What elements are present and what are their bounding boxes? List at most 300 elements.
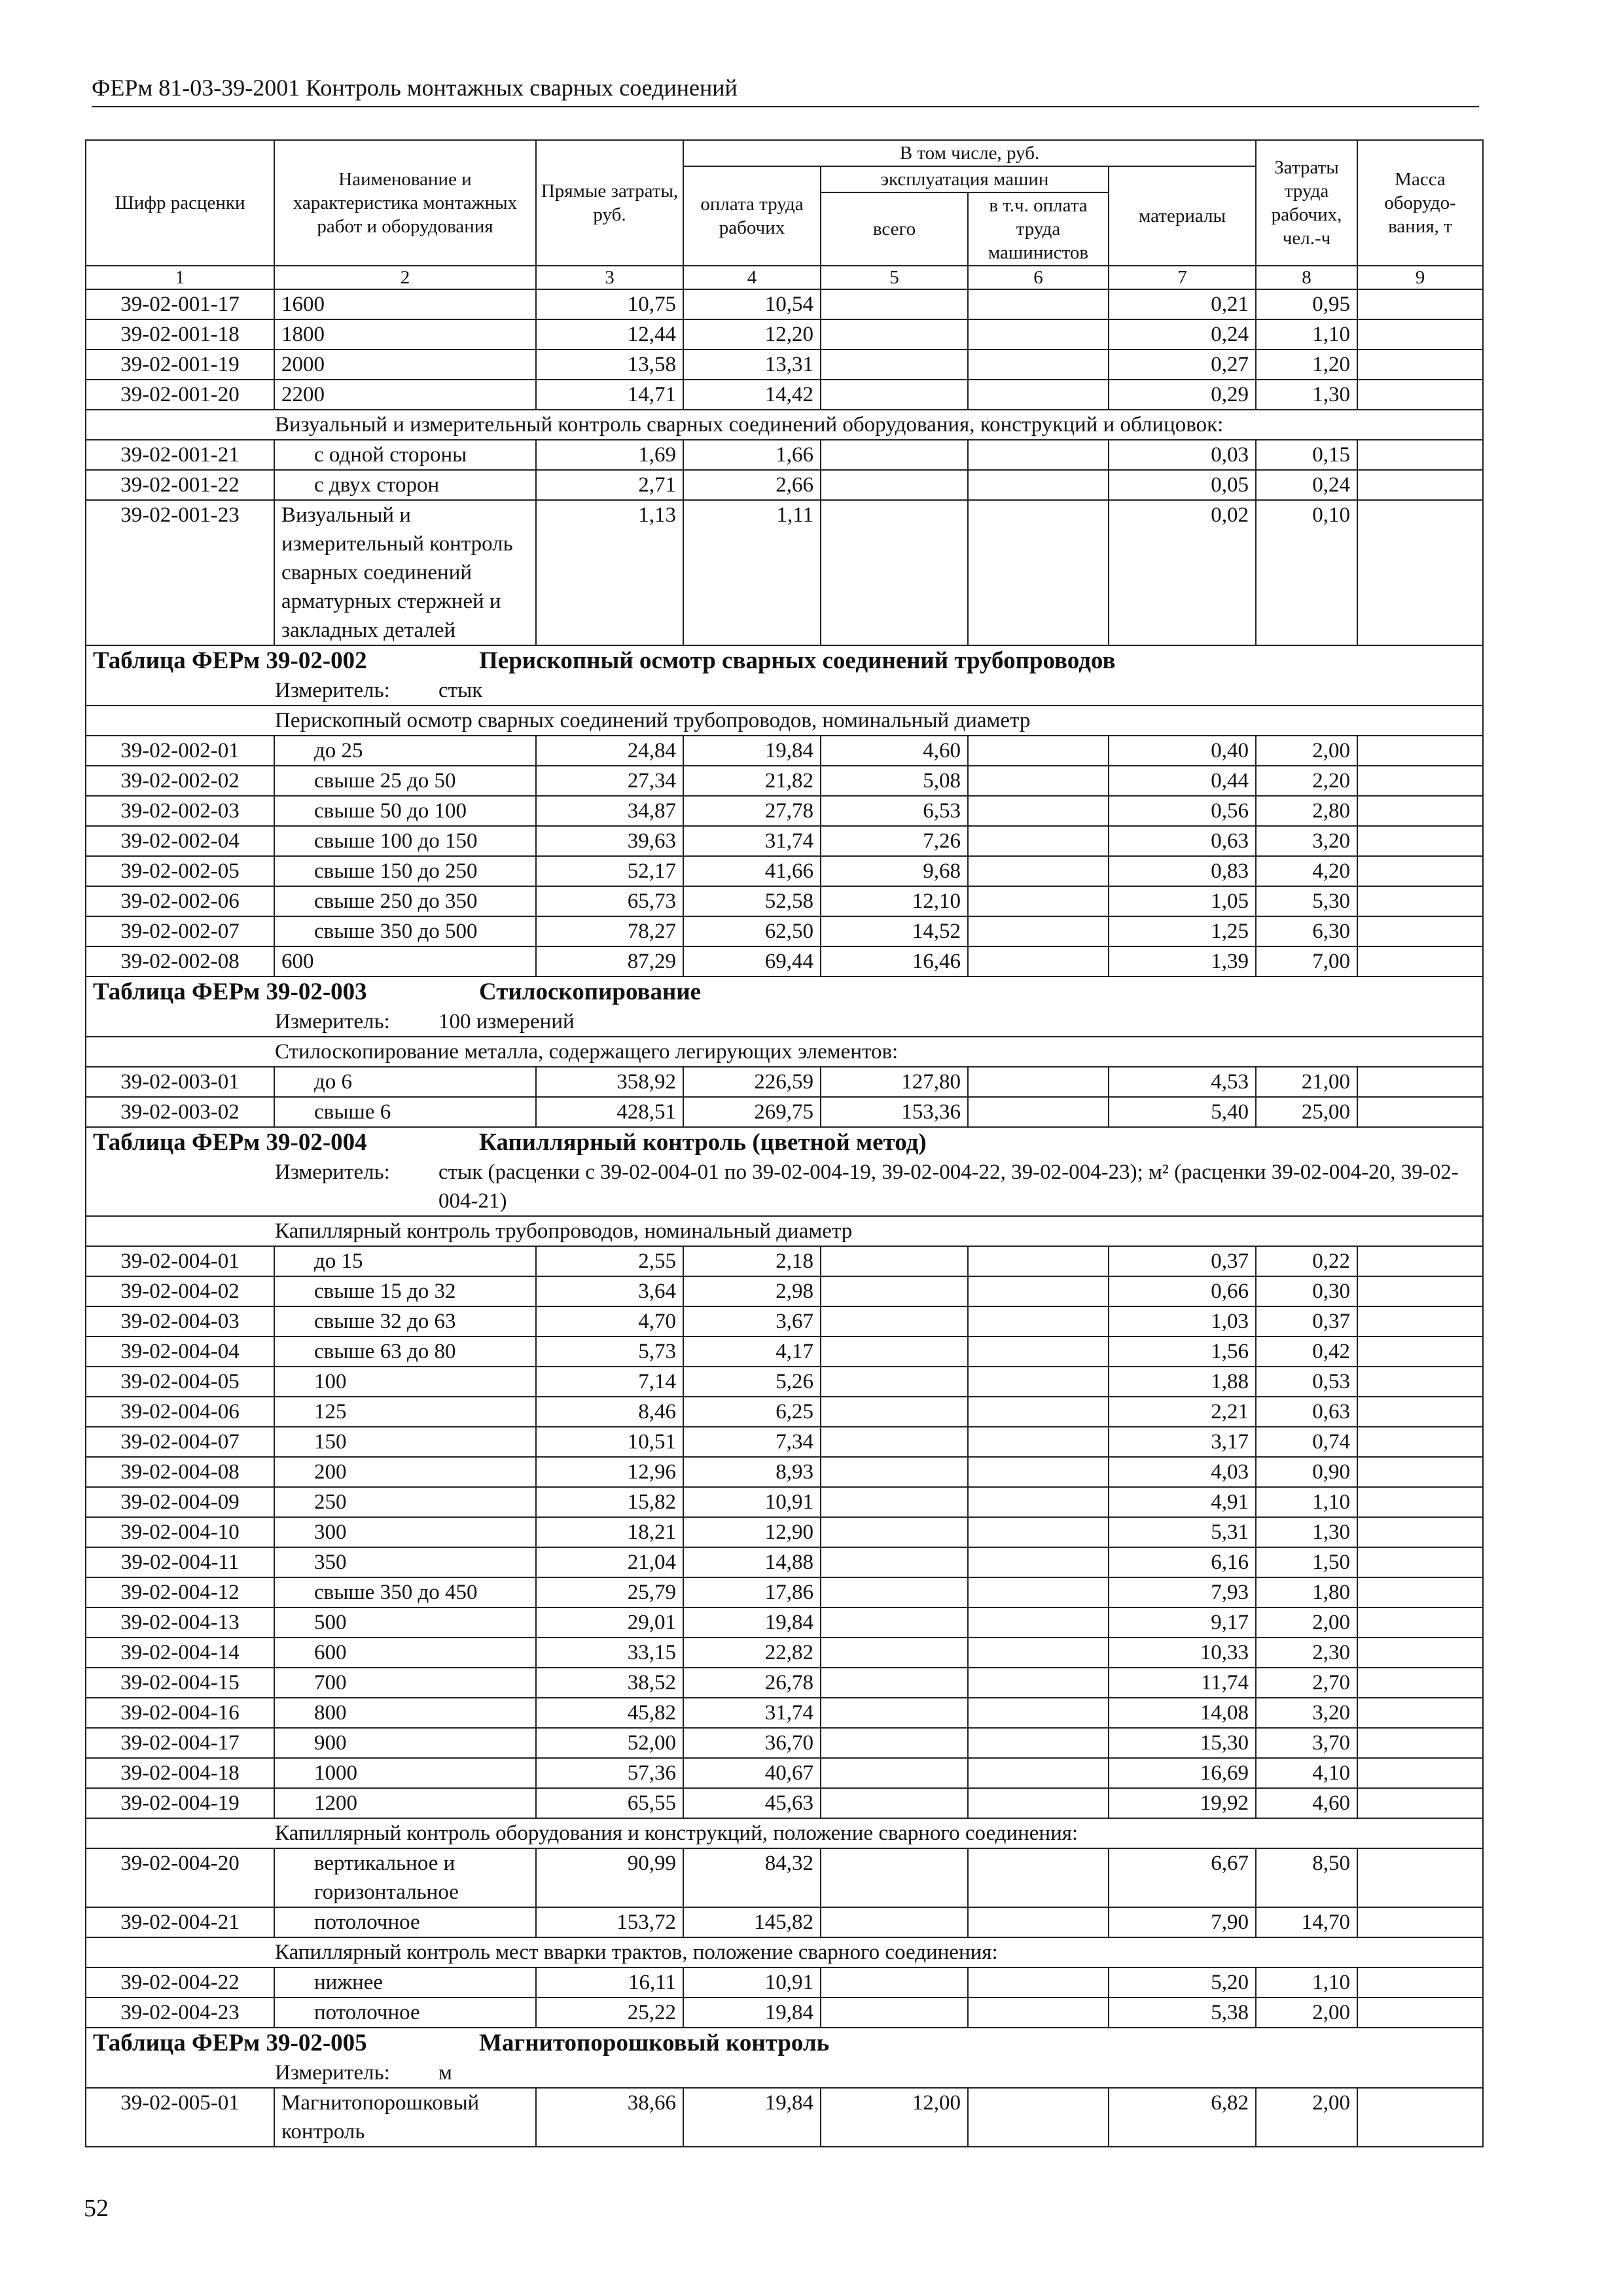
- labor-hours: 2,30: [1256, 1638, 1357, 1668]
- materials-cost: 4,53: [1109, 1067, 1256, 1097]
- equipment-mass: [1357, 1998, 1483, 2028]
- materials-cost: 0,29: [1109, 380, 1256, 410]
- equipment-mass: [1357, 1246, 1483, 1276]
- section-row: [86, 1937, 1483, 1967]
- labor-hours: 2,70: [1256, 1668, 1357, 1698]
- direct-costs: 8,46: [536, 1397, 683, 1427]
- machines-total: [821, 1607, 968, 1638]
- rate-code: 39-02-001-18: [86, 319, 274, 350]
- table-row: [86, 1547, 1483, 1577]
- direct-costs: 57,36: [536, 1758, 683, 1788]
- work-name: свыше 25 до 50: [274, 766, 536, 796]
- machines-total: 6,53: [821, 796, 968, 826]
- machinist-wages: [968, 766, 1109, 796]
- work-name: свыше 6: [274, 1097, 536, 1127]
- worker-wages: 31,74: [683, 826, 821, 856]
- machines-total: 16,46: [821, 946, 968, 977]
- table-row: [86, 1097, 1483, 1127]
- rate-code: 39-02-002-05: [86, 856, 274, 886]
- table-number: Таблица ФЕРм 39-02-004: [93, 1129, 367, 1156]
- work-name: 2000: [274, 350, 536, 380]
- direct-costs: 52,00: [536, 1728, 683, 1758]
- labor-hours: 0,63: [1256, 1397, 1357, 1427]
- direct-costs: 21,04: [536, 1547, 683, 1577]
- machines-total: [821, 1276, 968, 1306]
- work-name: свыше 350 до 450: [274, 1577, 536, 1607]
- worker-wages: 27,78: [683, 796, 821, 826]
- machinist-wages: [968, 1397, 1109, 1427]
- labor-hours: 2,00: [1256, 1998, 1357, 2028]
- measure-value: стык (расценки с 39-02-004-01 по 39-02-004-19, 39-02-004-22, 39-02-004-23); м² (расценки 39-02-004-20, 39-02-004-21): [438, 1160, 1459, 1213]
- machinist-wages: [968, 289, 1109, 319]
- machines-total: 127,80: [821, 1067, 968, 1097]
- labor-hours: 1,10: [1256, 1967, 1357, 1998]
- measure-value: м: [438, 2061, 452, 2085]
- machines-total: [821, 470, 968, 500]
- measure-row: [86, 1007, 1483, 1037]
- labor-hours: 5,30: [1256, 886, 1357, 916]
- direct-costs: 428,51: [536, 1097, 683, 1127]
- col-code-header: Шифр расценки: [86, 140, 274, 266]
- table-row: [86, 1698, 1483, 1728]
- rate-code: 39-02-002-04: [86, 826, 274, 856]
- measure-label: Измеритель:: [275, 2061, 390, 2085]
- machinist-wages: [968, 1698, 1109, 1728]
- labor-hours: 0,90: [1256, 1457, 1357, 1487]
- materials-cost: 7,93: [1109, 1577, 1256, 1607]
- machinist-wages: [968, 1306, 1109, 1336]
- table-row: [86, 1367, 1483, 1397]
- work-name: 600: [274, 1638, 536, 1668]
- direct-costs: 5,73: [536, 1336, 683, 1367]
- worker-wages: 13,31: [683, 350, 821, 380]
- table-row: [86, 380, 1483, 410]
- equipment-mass: [1357, 826, 1483, 856]
- machines-total: [821, 1998, 968, 2028]
- direct-costs: 38,66: [536, 2088, 683, 2147]
- direct-costs: 7,14: [536, 1367, 683, 1397]
- worker-wages: 145,82: [683, 1907, 821, 1937]
- materials-cost: 16,69: [1109, 1758, 1256, 1788]
- machines-total: [821, 1487, 968, 1517]
- machines-total: 153,36: [821, 1097, 968, 1127]
- machinist-wages: [968, 946, 1109, 977]
- machines-total: [821, 1246, 968, 1276]
- worker-wages: 36,70: [683, 1728, 821, 1758]
- col-number: 8: [1256, 266, 1357, 289]
- direct-costs: 34,87: [536, 796, 683, 826]
- work-name: 200: [274, 1457, 536, 1487]
- machines-total: [821, 319, 968, 350]
- work-name: 800: [274, 1698, 536, 1728]
- worker-wages: 14,42: [683, 380, 821, 410]
- table-row: [86, 916, 1483, 946]
- direct-costs: 87,29: [536, 946, 683, 977]
- rate-code: 39-02-004-23: [86, 1998, 274, 2028]
- materials-cost: 3,17: [1109, 1427, 1256, 1457]
- section-heading: Капиллярный контроль трубопроводов, номинальный диаметр: [86, 1216, 1483, 1246]
- col-labor-header: Затраты труда рабочих, чел.-ч: [1256, 140, 1357, 266]
- table-title-row: [86, 2028, 1483, 2058]
- col-number: 6: [968, 266, 1109, 289]
- worker-wages: 12,20: [683, 319, 821, 350]
- table-title: [86, 977, 1483, 1007]
- table-title: [86, 645, 1483, 676]
- work-name: свыше 150 до 250: [274, 856, 536, 886]
- work-name: 2200: [274, 380, 536, 410]
- table-number: Таблица ФЕРм 39-02-002: [93, 647, 367, 674]
- table-row: [86, 1607, 1483, 1638]
- rate-code: 39-02-002-06: [86, 886, 274, 916]
- worker-wages: 269,75: [683, 1097, 821, 1127]
- col-mass-header: Масса оборудо-вания, т: [1357, 140, 1483, 266]
- materials-cost: 4,03: [1109, 1457, 1256, 1487]
- direct-costs: 14,71: [536, 380, 683, 410]
- labor-hours: 0,15: [1256, 440, 1357, 470]
- equipment-mass: [1357, 1457, 1483, 1487]
- machinist-wages: [968, 1367, 1109, 1397]
- worker-wages: 69,44: [683, 946, 821, 977]
- machinist-wages: [968, 1336, 1109, 1367]
- machines-total: [821, 289, 968, 319]
- work-name: 350: [274, 1547, 536, 1577]
- measure-value: 100 измерений: [438, 1010, 575, 1033]
- rate-code: 39-02-004-13: [86, 1607, 274, 1638]
- direct-costs: 39,63: [536, 826, 683, 856]
- labor-hours: 4,10: [1256, 1758, 1357, 1788]
- equipment-mass: [1357, 470, 1483, 500]
- direct-costs: 90,99: [536, 1848, 683, 1907]
- materials-cost: 5,20: [1109, 1967, 1256, 1998]
- rate-code: 39-02-002-07: [86, 916, 274, 946]
- table-row: [86, 1728, 1483, 1758]
- machinist-wages: [968, 500, 1109, 645]
- materials-cost: 0,83: [1109, 856, 1256, 886]
- labor-hours: 8,50: [1256, 1848, 1357, 1907]
- worker-wages: 14,88: [683, 1547, 821, 1577]
- rate-code: 39-02-004-04: [86, 1336, 274, 1367]
- work-name: свыше 250 до 350: [274, 886, 536, 916]
- rate-code: 39-02-004-10: [86, 1517, 274, 1547]
- machinist-wages: [968, 1967, 1109, 1998]
- machinist-wages: [968, 1246, 1109, 1276]
- section-row: [86, 1037, 1483, 1067]
- worker-wages: 26,78: [683, 1668, 821, 1698]
- work-name: 300: [274, 1517, 536, 1547]
- col-number: 3: [536, 266, 683, 289]
- machinist-wages: [968, 796, 1109, 826]
- labor-hours: 0,24: [1256, 470, 1357, 500]
- work-name: свыше 63 до 80: [274, 1336, 536, 1367]
- direct-costs: 12,96: [536, 1457, 683, 1487]
- table-row: [86, 470, 1483, 500]
- machines-total: 12,00: [821, 2088, 968, 2147]
- table-row: [86, 500, 1483, 645]
- materials-cost: 0,63: [1109, 826, 1256, 856]
- materials-cost: 5,40: [1109, 1097, 1256, 1127]
- measure-unit: [86, 2058, 1483, 2088]
- materials-cost: 1,05: [1109, 886, 1256, 916]
- work-name: 100: [274, 1367, 536, 1397]
- materials-cost: 0,24: [1109, 319, 1256, 350]
- materials-cost: 0,40: [1109, 736, 1256, 766]
- materials-cost: 1,56: [1109, 1336, 1256, 1367]
- table-row: [86, 319, 1483, 350]
- rate-code: 39-02-004-05: [86, 1367, 274, 1397]
- machines-total: [821, 1367, 968, 1397]
- table-row: [86, 1638, 1483, 1668]
- machines-total: [821, 1967, 968, 1998]
- table-row: [86, 796, 1483, 826]
- equipment-mass: [1357, 1336, 1483, 1367]
- machines-total: [821, 1668, 968, 1698]
- table-row: [86, 736, 1483, 766]
- rate-code: 39-02-004-19: [86, 1788, 274, 1818]
- table-row: [86, 2088, 1483, 2147]
- rate-code: 39-02-001-23: [86, 500, 274, 645]
- direct-costs: 16,11: [536, 1967, 683, 1998]
- work-name: Визуальный и измерительный контроль сварных соединений арматурных стержней и закладных деталей: [274, 500, 536, 645]
- work-name: свыше 350 до 500: [274, 916, 536, 946]
- col-number: 2: [274, 266, 536, 289]
- machinist-wages: [968, 380, 1109, 410]
- machinist-wages: [968, 1577, 1109, 1607]
- table-row: [86, 1788, 1483, 1818]
- machines-total: [821, 1397, 968, 1427]
- work-name: свыше 50 до 100: [274, 796, 536, 826]
- worker-wages: 84,32: [683, 1848, 821, 1907]
- worker-wages: 4,17: [683, 1336, 821, 1367]
- materials-cost: 14,08: [1109, 1698, 1256, 1728]
- machinist-wages: [968, 886, 1109, 916]
- machinist-wages: [968, 856, 1109, 886]
- rates-table: [85, 139, 1484, 2147]
- equipment-mass: [1357, 1067, 1483, 1097]
- table-row: [86, 1276, 1483, 1306]
- rate-code: 39-02-004-08: [86, 1457, 274, 1487]
- measure-unit: [86, 1158, 1483, 1216]
- machines-total: [821, 1698, 968, 1728]
- equipment-mass: [1357, 500, 1483, 645]
- col-incl-header: В том числе, руб.: [683, 140, 1256, 166]
- machinist-wages: [968, 736, 1109, 766]
- section-row: [86, 410, 1483, 440]
- machinist-wages: [968, 1487, 1109, 1517]
- labor-hours: 3,70: [1256, 1728, 1357, 1758]
- direct-costs: 4,70: [536, 1306, 683, 1336]
- machines-total: [821, 1638, 968, 1668]
- table-row: [86, 1336, 1483, 1367]
- table-title: [86, 2028, 1483, 2058]
- materials-cost: 0,56: [1109, 796, 1256, 826]
- direct-costs: 10,75: [536, 289, 683, 319]
- direct-costs: 2,71: [536, 470, 683, 500]
- worker-wages: 31,74: [683, 1698, 821, 1728]
- materials-cost: 0,27: [1109, 350, 1256, 380]
- equipment-mass: [1357, 350, 1483, 380]
- direct-costs: 1,69: [536, 440, 683, 470]
- direct-costs: 52,17: [536, 856, 683, 886]
- direct-costs: 3,64: [536, 1276, 683, 1306]
- equipment-mass: [1357, 1728, 1483, 1758]
- table-body: [86, 289, 1483, 2147]
- materials-cost: 0,37: [1109, 1246, 1256, 1276]
- worker-wages: 1,66: [683, 440, 821, 470]
- section-heading: Перископный осмотр сварных соединений трубопроводов, номинальный диаметр: [86, 706, 1483, 736]
- labor-hours: 7,00: [1256, 946, 1357, 977]
- equipment-mass: [1357, 1607, 1483, 1638]
- equipment-mass: [1357, 440, 1483, 470]
- measure-label: Измеритель:: [275, 1010, 390, 1033]
- materials-cost: 10,33: [1109, 1638, 1256, 1668]
- equipment-mass: [1357, 1427, 1483, 1457]
- table-title: [86, 1127, 1483, 1158]
- work-name: 900: [274, 1728, 536, 1758]
- labor-hours: 3,20: [1256, 826, 1357, 856]
- document-title: ФЕРм 81-03-39-2001 Контроль монтажных сварных соединений: [92, 75, 738, 101]
- labor-hours: 2,00: [1256, 1607, 1357, 1638]
- labor-hours: 0,37: [1256, 1306, 1357, 1336]
- materials-cost: 19,92: [1109, 1788, 1256, 1818]
- work-name: 1200: [274, 1788, 536, 1818]
- machines-total: 5,08: [821, 766, 968, 796]
- materials-cost: 1,25: [1109, 916, 1256, 946]
- direct-costs: 33,15: [536, 1638, 683, 1668]
- equipment-mass: [1357, 856, 1483, 886]
- col-number: 1: [86, 266, 274, 289]
- col-direct-header: Прямые затраты, руб.: [536, 140, 683, 266]
- work-name: 1000: [274, 1758, 536, 1788]
- labor-hours: 4,60: [1256, 1788, 1357, 1818]
- labor-hours: 1,20: [1256, 350, 1357, 380]
- table-row: [86, 1427, 1483, 1457]
- machinist-wages: [968, 1668, 1109, 1698]
- machines-total: [821, 1758, 968, 1788]
- materials-cost: 4,91: [1109, 1487, 1256, 1517]
- machines-total: 7,26: [821, 826, 968, 856]
- equipment-mass: [1357, 946, 1483, 977]
- materials-cost: 0,44: [1109, 766, 1256, 796]
- work-name: 500: [274, 1607, 536, 1638]
- machines-total: 12,10: [821, 886, 968, 916]
- labor-hours: 0,30: [1256, 1276, 1357, 1306]
- machinist-wages: [968, 1427, 1109, 1457]
- machines-total: [821, 500, 968, 645]
- table-row: [86, 1306, 1483, 1336]
- table-row: [86, 886, 1483, 916]
- machines-total: [821, 1848, 968, 1907]
- rate-code: 39-02-001-19: [86, 350, 274, 380]
- machines-total: [821, 1336, 968, 1367]
- col-name-header: Наименование и характеристика монтажных работ и оборудования: [274, 140, 536, 266]
- equipment-mass: [1357, 1276, 1483, 1306]
- worker-wages: 7,34: [683, 1427, 821, 1457]
- worker-wages: 12,90: [683, 1517, 821, 1547]
- worker-wages: 6,25: [683, 1397, 821, 1427]
- machines-total: [821, 1547, 968, 1577]
- table-row: [86, 946, 1483, 977]
- labor-hours: 0,95: [1256, 289, 1357, 319]
- table-name: Перископный осмотр сварных соединений трубопроводов: [479, 647, 1116, 674]
- machines-total: [821, 1427, 968, 1457]
- machinist-wages: [968, 1758, 1109, 1788]
- section-row: [86, 706, 1483, 736]
- materials-cost: 0,66: [1109, 1276, 1256, 1306]
- worker-wages: 19,84: [683, 1607, 821, 1638]
- col-mach-wages-header: в т.ч. оплата труда машинистов: [968, 192, 1109, 266]
- materials-cost: 9,17: [1109, 1607, 1256, 1638]
- worker-wages: 21,82: [683, 766, 821, 796]
- worker-wages: 19,84: [683, 1998, 821, 2028]
- table-header: [86, 140, 1483, 289]
- direct-costs: 13,58: [536, 350, 683, 380]
- table-row: [86, 1998, 1483, 2028]
- work-name: свыше 32 до 63: [274, 1306, 536, 1336]
- equipment-mass: [1357, 319, 1483, 350]
- section-heading: Визуальный и измерительный контроль сварных соединений оборудования, конструкций и облицовок:: [86, 410, 1483, 440]
- table-row: [86, 1758, 1483, 1788]
- work-name: до 25: [274, 736, 536, 766]
- equipment-mass: [1357, 1397, 1483, 1427]
- rate-code: 39-02-001-17: [86, 289, 274, 319]
- machinist-wages: [968, 1097, 1109, 1127]
- machinist-wages: [968, 826, 1109, 856]
- materials-cost: 0,21: [1109, 289, 1256, 319]
- machinist-wages: [968, 1728, 1109, 1758]
- direct-costs: 153,72: [536, 1907, 683, 1937]
- materials-cost: 1,39: [1109, 946, 1256, 977]
- rate-code: 39-02-002-03: [86, 796, 274, 826]
- labor-hours: 1,10: [1256, 1487, 1357, 1517]
- machines-total: 9,68: [821, 856, 968, 886]
- work-name: 150: [274, 1427, 536, 1457]
- machinist-wages: [968, 470, 1109, 500]
- direct-costs: 10,51: [536, 1427, 683, 1457]
- direct-costs: 18,21: [536, 1517, 683, 1547]
- worker-wages: 10,91: [683, 1967, 821, 1998]
- work-name: с одной стороны: [274, 440, 536, 470]
- machinist-wages: [968, 440, 1109, 470]
- table-row: [86, 1668, 1483, 1698]
- measure-unit: [86, 1007, 1483, 1037]
- rate-code: 39-02-004-18: [86, 1758, 274, 1788]
- materials-cost: 1,88: [1109, 1367, 1256, 1397]
- worker-wages: 52,58: [683, 886, 821, 916]
- measure-row: [86, 1158, 1483, 1216]
- table-name: Капиллярный контроль (цветной метод): [479, 1129, 927, 1156]
- labor-hours: 0,42: [1256, 1336, 1357, 1367]
- table-name: Стилоскопирование: [479, 978, 702, 1005]
- work-name: 250: [274, 1487, 536, 1517]
- machines-total: [821, 1306, 968, 1336]
- labor-hours: 3,20: [1256, 1698, 1357, 1728]
- direct-costs: 25,79: [536, 1577, 683, 1607]
- table-row: [86, 826, 1483, 856]
- section-heading: Стилоскопирование металла, содержащего легирующих элементов:: [86, 1037, 1483, 1067]
- direct-costs: 1,13: [536, 500, 683, 645]
- machines-total: [821, 1788, 968, 1818]
- work-name: 1600: [274, 289, 536, 319]
- direct-costs: 38,52: [536, 1668, 683, 1698]
- rate-code: 39-02-004-06: [86, 1397, 274, 1427]
- work-name: до 15: [274, 1246, 536, 1276]
- machinist-wages: [968, 1638, 1109, 1668]
- materials-cost: 5,38: [1109, 1998, 1256, 2028]
- rate-code: 39-02-004-02: [86, 1276, 274, 1306]
- machinist-wages: [968, 1607, 1109, 1638]
- col-number: 9: [1357, 266, 1483, 289]
- table-row: [86, 1397, 1483, 1427]
